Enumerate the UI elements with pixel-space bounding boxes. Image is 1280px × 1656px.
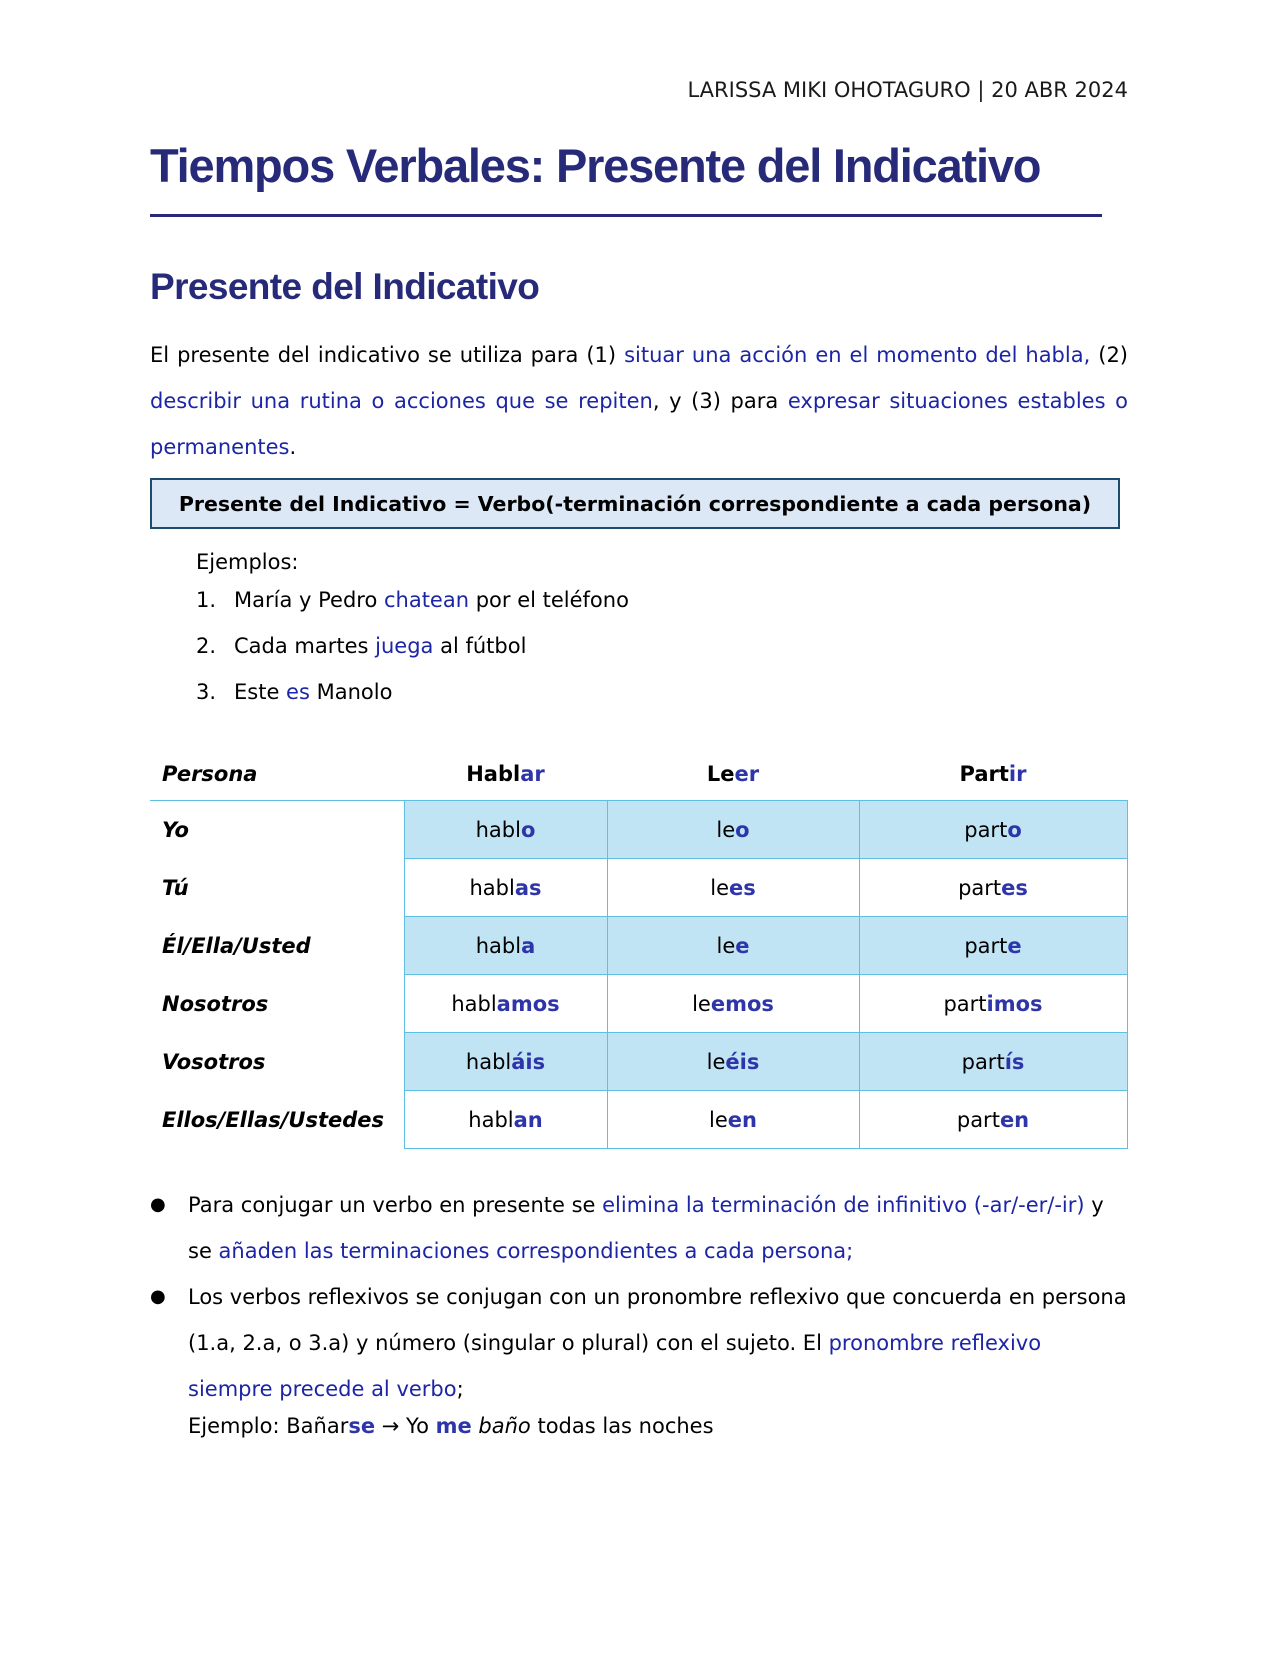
table-row: [150, 1091, 1127, 1149]
conjugation-cell: [859, 917, 1127, 975]
verb-ending: as: [514, 875, 542, 900]
person-cell: Tú: [162, 875, 189, 900]
example-verb: juega: [375, 634, 434, 658]
conjugation-cell: [404, 1033, 607, 1091]
verb-stem: part: [961, 1049, 1005, 1074]
title-underline: [150, 214, 1102, 217]
example-number: 3.: [196, 680, 217, 704]
table-row: [150, 917, 1127, 975]
conjugation-cell: [404, 1091, 607, 1149]
verb-stem: habl: [469, 875, 515, 900]
reflexive-ending: se: [348, 1414, 376, 1438]
verb-stem: le: [709, 1107, 728, 1132]
example-verb: baño: [478, 1414, 531, 1438]
conjugation-cell: [404, 917, 607, 975]
example-text: por el teléfono: [469, 588, 629, 612]
note-item: [150, 1182, 1128, 1274]
header-leer: [607, 748, 859, 801]
verb-stem: Le: [706, 762, 735, 786]
example-number: 1.: [196, 588, 217, 612]
person-cell: Nosotros: [162, 991, 269, 1016]
conjugation-cell: [859, 801, 1127, 859]
verb-ending: an: [513, 1107, 543, 1132]
bullet-icon: ●: [150, 1286, 166, 1307]
verb-stem: le: [716, 933, 736, 958]
conjugation-cell: [607, 1091, 859, 1149]
verb-ending: o: [520, 817, 536, 842]
table-row: [150, 859, 1127, 917]
verb-ending: es: [729, 875, 756, 900]
header-partir: [859, 748, 1127, 801]
verb-ending: es: [1001, 875, 1028, 900]
conjugation-cell: [607, 859, 859, 917]
conjugation-cell: [859, 859, 1127, 917]
note-text: y se: [188, 1193, 1104, 1263]
verb-stem: Part: [959, 762, 1009, 786]
verb-stem: part: [964, 933, 1008, 958]
note-item: [150, 1274, 1128, 1412]
author-date-header: LARISSA MIKI OHOTAGURO | 20 ABR 2024: [687, 78, 1128, 102]
verb-ending: ir: [1008, 762, 1027, 786]
conjugation-cell: [404, 859, 607, 917]
note-highlight: elimina la terminación de infinitivo (-ar/-er/-ir): [602, 1193, 1085, 1217]
verb-stem: Habl: [466, 762, 521, 786]
reflexive-pronoun: me: [435, 1414, 472, 1438]
formula-box: Presente del Indicativo = Verbo(-terminación correspondiente a cada persona): [150, 478, 1120, 529]
verb-stem: part: [956, 1107, 1000, 1132]
intro-text: , y (3) para: [652, 389, 788, 413]
verb-stem: part: [958, 875, 1002, 900]
verb-ending: o: [735, 817, 750, 842]
conjugation-cell: [607, 975, 859, 1033]
verb-stem: part: [943, 991, 987, 1016]
example-verb: chatean: [383, 588, 470, 612]
header-hablar: [404, 748, 607, 801]
intro-text: (2): [1090, 343, 1128, 367]
table-row: [150, 801, 1127, 859]
person-cell: Ellos/Ellas/Ustedes: [162, 1107, 385, 1132]
verb-stem: habl: [475, 817, 521, 842]
example-arrow: → Yo: [375, 1414, 436, 1438]
verb-ending: emos: [710, 991, 774, 1016]
note-text: Para conjugar un verbo en presente se: [188, 1193, 603, 1217]
intro-paragraph: [150, 332, 1128, 470]
examples-label: Ejemplos:: [196, 550, 299, 574]
header-persona: Persona: [162, 762, 258, 786]
example-item: [196, 588, 629, 634]
verb-stem: le: [716, 817, 736, 842]
verb-ending: e: [735, 933, 750, 958]
intro-text: El presente del indicativo se utiliza para (1): [150, 343, 625, 367]
note-highlight: añaden las terminaciones correspondientes a cada persona;: [218, 1239, 854, 1263]
bullet-icon: ●: [150, 1194, 166, 1215]
example-number: 2.: [196, 634, 217, 658]
intro-highlight: situar una acción en el momento del habla,: [624, 343, 1091, 367]
notes-list: [150, 1182, 1128, 1412]
example-item: [196, 634, 629, 680]
conjugation-cell: [859, 1091, 1127, 1149]
verb-stem: habl: [451, 991, 497, 1016]
intro-text: .: [289, 435, 297, 459]
verb-stem: habl: [475, 933, 522, 958]
verb-stem: le: [706, 1049, 726, 1074]
table-header-row: [150, 748, 1127, 801]
section-title: Presente del Indicativo: [150, 266, 540, 307]
conjugation-cell: [607, 1033, 859, 1091]
note-text: ;: [456, 1377, 464, 1401]
verb-stem: le: [710, 875, 729, 900]
example-label: Ejemplo: Bañar: [188, 1414, 349, 1438]
person-cell: Yo: [162, 817, 189, 842]
verb-ending: er: [734, 762, 760, 786]
example-text: al fútbol: [433, 634, 527, 658]
verb-stem: habl: [465, 1049, 512, 1074]
verb-ending: o: [1007, 817, 1022, 842]
conjugation-cell: [404, 801, 607, 859]
conjugation-cell: [607, 801, 859, 859]
example-verb: es: [286, 680, 310, 704]
person-cell: Vosotros: [162, 1049, 266, 1074]
conjugation-cell: [607, 917, 859, 975]
verb-ending: ís: [1004, 1049, 1025, 1074]
conjugation-table: [150, 748, 1128, 1149]
verb-stem: part: [964, 817, 1008, 842]
verb-ending: ar: [520, 762, 545, 786]
conjugation-cell: [859, 1033, 1127, 1091]
conjugation-cell: [404, 975, 607, 1033]
intro-highlight: expresar situaciones estables o permanentes: [150, 389, 1128, 459]
example-text: Cada martes: [234, 634, 376, 658]
document-title: Tiempos Verbales: Presente del Indicativo: [150, 139, 1041, 192]
verb-stem: habl: [468, 1107, 514, 1132]
example-text: Este: [234, 680, 287, 704]
verb-ending: e: [1007, 933, 1022, 958]
verb-stem: le: [692, 991, 711, 1016]
verb-ending: éis: [725, 1049, 760, 1074]
verb-ending: amos: [496, 991, 560, 1016]
verb-ending: áis: [511, 1049, 546, 1074]
conjugation-cell: [859, 975, 1127, 1033]
intro-highlight: describir una rutina o acciones que se repiten: [150, 389, 653, 413]
example-item: [196, 680, 629, 726]
table-row: [150, 1033, 1127, 1091]
table-row: [150, 975, 1127, 1033]
verb-ending: en: [999, 1107, 1030, 1132]
examples-list: [196, 588, 629, 726]
person-cell: Él/Ella/Usted: [162, 933, 311, 958]
verb-ending: a: [521, 933, 536, 958]
verb-ending: en: [727, 1107, 757, 1132]
note-highlight: pronombre reflexivo siempre precede al verbo: [188, 1331, 1042, 1401]
verb-ending: imos: [986, 991, 1043, 1016]
note-text: Los verbos reflexivos se conjugan con un pronombre reflexivo que concuerda en persona (1.a, 2.a, o 3.a) y número (singular o plural) con el sujeto. El: [188, 1285, 1127, 1355]
reflexive-example: [188, 1414, 714, 1438]
example-text: María y Pedro: [234, 588, 384, 612]
example-text: todas las noches: [530, 1414, 714, 1438]
example-text: Manolo: [309, 680, 393, 704]
